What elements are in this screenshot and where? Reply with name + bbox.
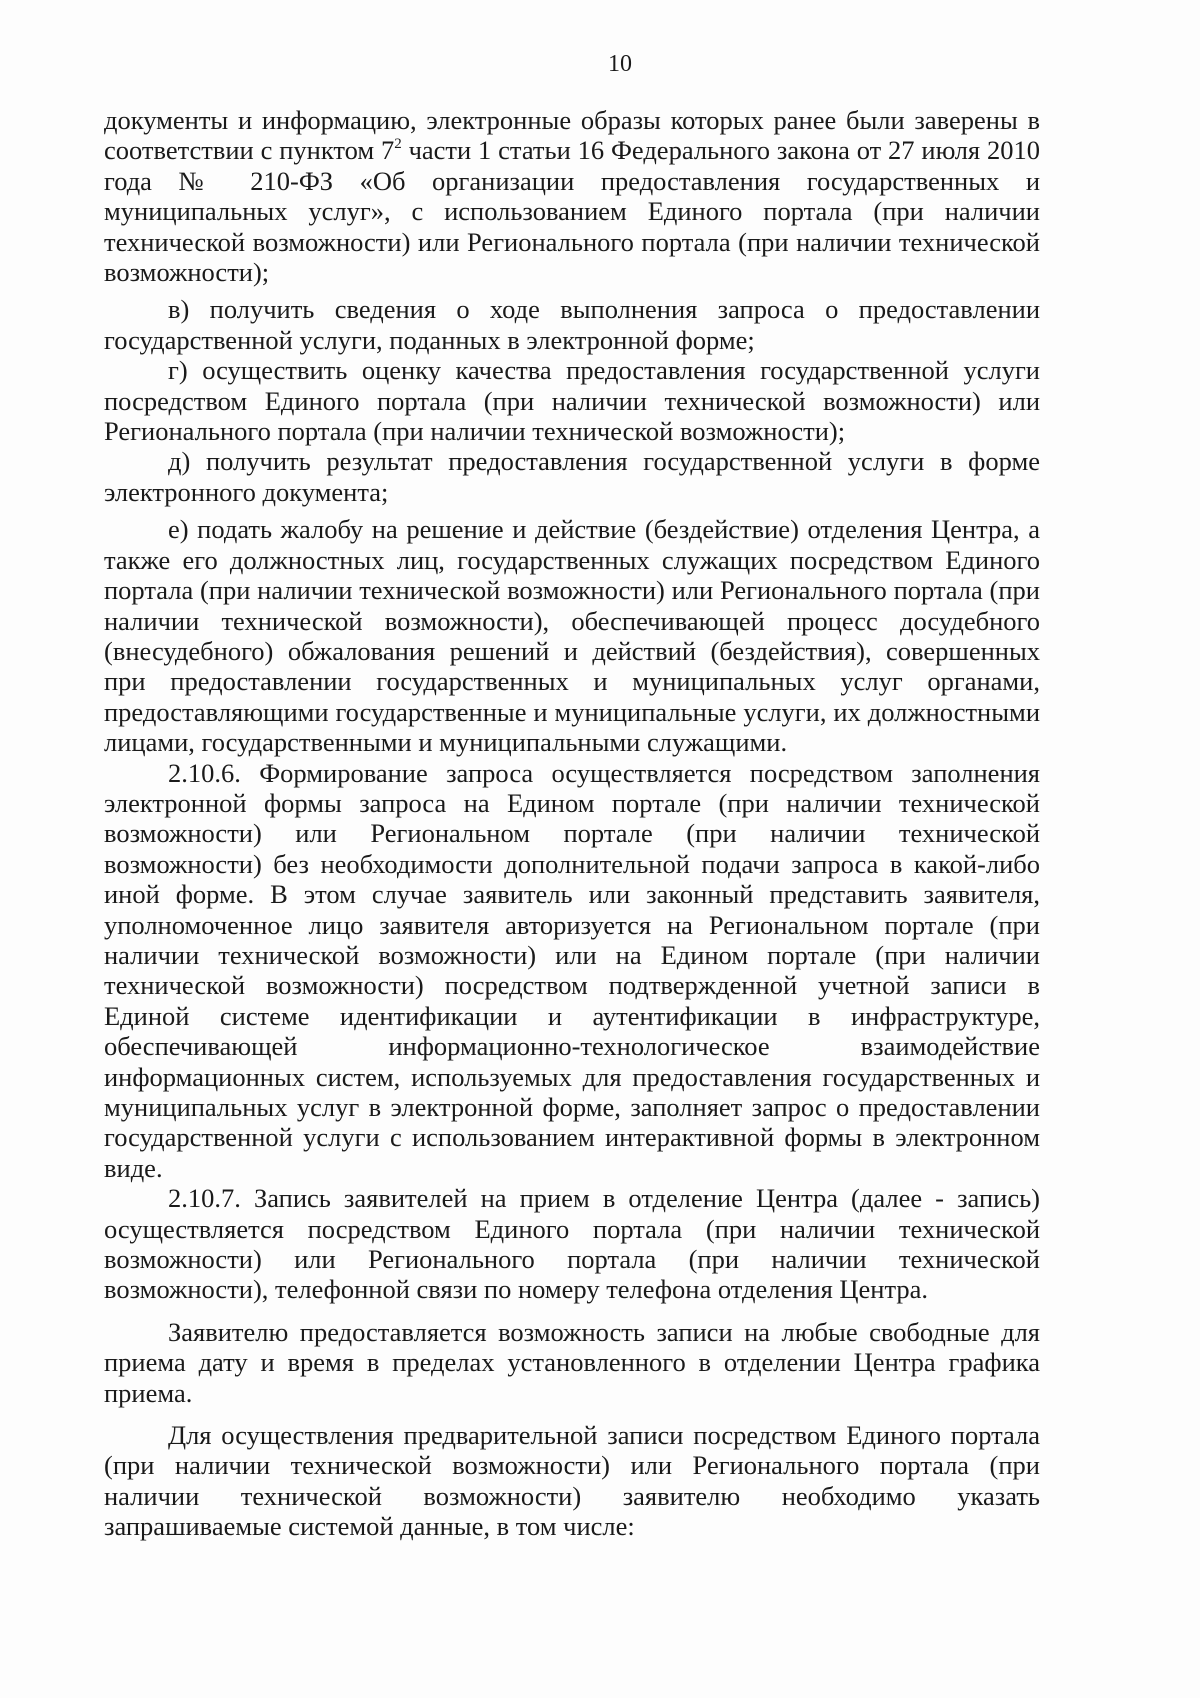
clause-2-10-7: 2.10.7. Запись заявителей на прием в отделение Центра (далее - запись) осуществляется посредством Единого портала (при наличии технической возможности) или Регионального портала (при наличии технической возможности), телефонной связи по номеру телефона отделения Центра. (104, 1183, 1040, 1305)
clause-2-10-6: 2.10.6. Формирование запроса осуществляется посредством заполнения электронной формы запроса на Едином портале (при наличии технической возможности) или Региональном портале (при наличии технической возможности) без необходимости дополнительной подачи запроса в какой-либо иной форме. В этом случае заявитель или законный представить заявителя, уполномоченное лицо заявителя авторизуется на Региональном портале (при наличии технической возможности) или на Едином портале (при наличии технической возможности) посредством подтвержденной учетной записи в Единой системе идентификации и аутентификации в инфраструктуре, обеспечивающей информационно-технологическое взаимодействие информационных систем, используемых для предоставления государственных и муниципальных услуг в электронной форме, заполняет запрос о предоставлении государственной услуги с использованием интерактивной формы в электронном виде. (104, 757, 1040, 1183)
list-item-d: д) получить результат предоставления государственной услуги в форме электронного документа; (104, 446, 1040, 507)
paragraph-text-start: документы и информацию, электронные образы которых ранее были заверены в соответствии с пунктом 7 (104, 105, 1040, 166)
paragraph-text-end: части 1 статьи 16 Федерального закона от 27 июля 2010 года № 210-ФЗ «Об организации предоставления государственных и муниципальных услуг», с использованием Единого портала (при наличии технической возможности) или Регионального портала (при наличии технической возможности); (104, 135, 1040, 288)
list-item-g: г) осуществить оценку качества предоставления государственной услуги посредством Единого портала (при наличии технической возможности) или Регионального портала (при наличии технической возможности); (104, 355, 1040, 447)
superscript: 2 (394, 136, 402, 153)
paragraph-continuation (104, 105, 1040, 287)
list-item-v: в) получить сведения о ходе выполнения запроса о предоставлении государственной услуги, поданных в электронной форме; (104, 294, 1040, 355)
list-item-e: е) подать жалобу на решение и действие (бездействие) отделения Центра, а также его должностных лиц, государственных служащих посредством Единого портала (при наличии технической возможности) или Регионального портала (при наличии технической возможности), обеспечивающей процесс досудебного (внесудебного) обжалования решений и действий (бездействия), совершенных при предоставлении государственных и муниципальных услуг органами, предоставляющими государственные и муниципальные услуги, их должностными лицами, государственными и муниципальными служащими. (104, 514, 1040, 758)
page-number: 10 (608, 51, 632, 77)
paragraph-preliminary-booking: Для осуществления предварительной записи посредством Единого портала (при наличии технической возможности) или Регионального портала (при наличии технической возможности) заявителю необходимо указать запрашиваемые системой данные, в том числе: (104, 1420, 1040, 1542)
paragraph-appointment-options: Заявителю предоставляется возможность записи на любые свободные для приема дату и время в пределах установленного в отделении Центра графика приема. (104, 1316, 1040, 1408)
document-body (104, 105, 1040, 1542)
